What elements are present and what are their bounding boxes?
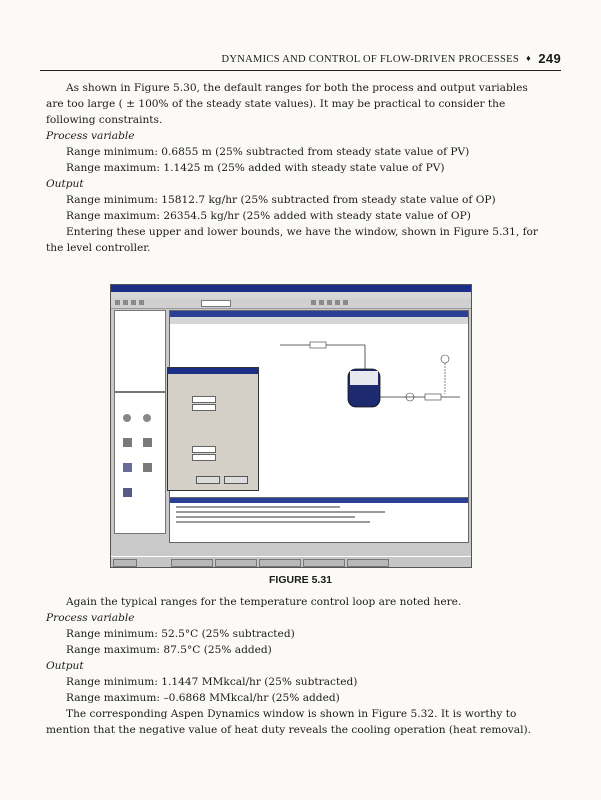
controller-dialog <box>167 367 259 491</box>
figure-titlebar <box>111 285 471 292</box>
page-header <box>40 48 561 71</box>
message-window <box>169 497 469 543</box>
pv2-range-min: Range minimum: 52.5°C (25% subtracted) <box>66 628 295 640</box>
pv-range-min: Range minimum: 0.6855 m (25% subtracted from steady state value of PV) <box>66 146 470 158</box>
pv-range-max: Range maximum: 1.1425 m (25% added with steady state value of PV) <box>66 162 445 174</box>
paragraph-2: Entering these upper and lower bounds, we have the window, shown in Figure 5.31, for the level controller. <box>46 226 538 254</box>
paragraph-3: Again the typical ranges for the temperature control loop are noted here. <box>66 596 462 608</box>
body-bottom <box>46 594 546 738</box>
figure-screenshot <box>110 284 472 568</box>
output-range-min: Range minimum: 15812.7 kg/hr (25% subtracted from steady state value of OP) <box>66 194 496 206</box>
library-icons <box>115 393 165 533</box>
pv2-heading: Process variable <box>46 612 135 624</box>
page-number: 249 <box>538 51 561 66</box>
figure-toolbar <box>111 298 471 309</box>
body-top <box>46 80 546 256</box>
running-title: DYNAMICS AND CONTROL OF FLOW-DRIVEN PROCESSES <box>221 54 519 65</box>
output-heading: Output <box>46 178 84 190</box>
output2-range-min: Range minimum: 1.1447 MMkcal/hr (25% subtracted) <box>66 676 358 688</box>
paragraph-1: As shown in Figure 5.30, the default ranges for both the process and output variables are too large ( ± 100% of the steady state values). It may be practical to consider the following constraints. <box>46 82 528 126</box>
pv2-range-max: Range maximum: 87.5°C (25% added) <box>66 644 272 656</box>
header-bullet: ♦ <box>526 53 531 63</box>
figure-taskbar <box>111 556 471 567</box>
output2-range-max: Range maximum: –0.6868 MMkcal/hr (25% added) <box>66 692 340 704</box>
output2-heading: Output <box>46 660 84 672</box>
figure-caption: FIGURE 5.31 <box>268 574 333 586</box>
library-pane <box>114 392 166 534</box>
paragraph-4: The corresponding Aspen Dynamics window is shown in Figure 5.32. It is worthy to mention that the negative value of heat duty reveals the cooling operation (heat removal). <box>46 708 531 736</box>
explorer-pane <box>114 310 166 392</box>
pv-heading: Process variable <box>46 130 135 142</box>
output-range-max: Range maximum: 26354.5 kg/hr (25% added with steady state value of OP) <box>66 210 471 222</box>
